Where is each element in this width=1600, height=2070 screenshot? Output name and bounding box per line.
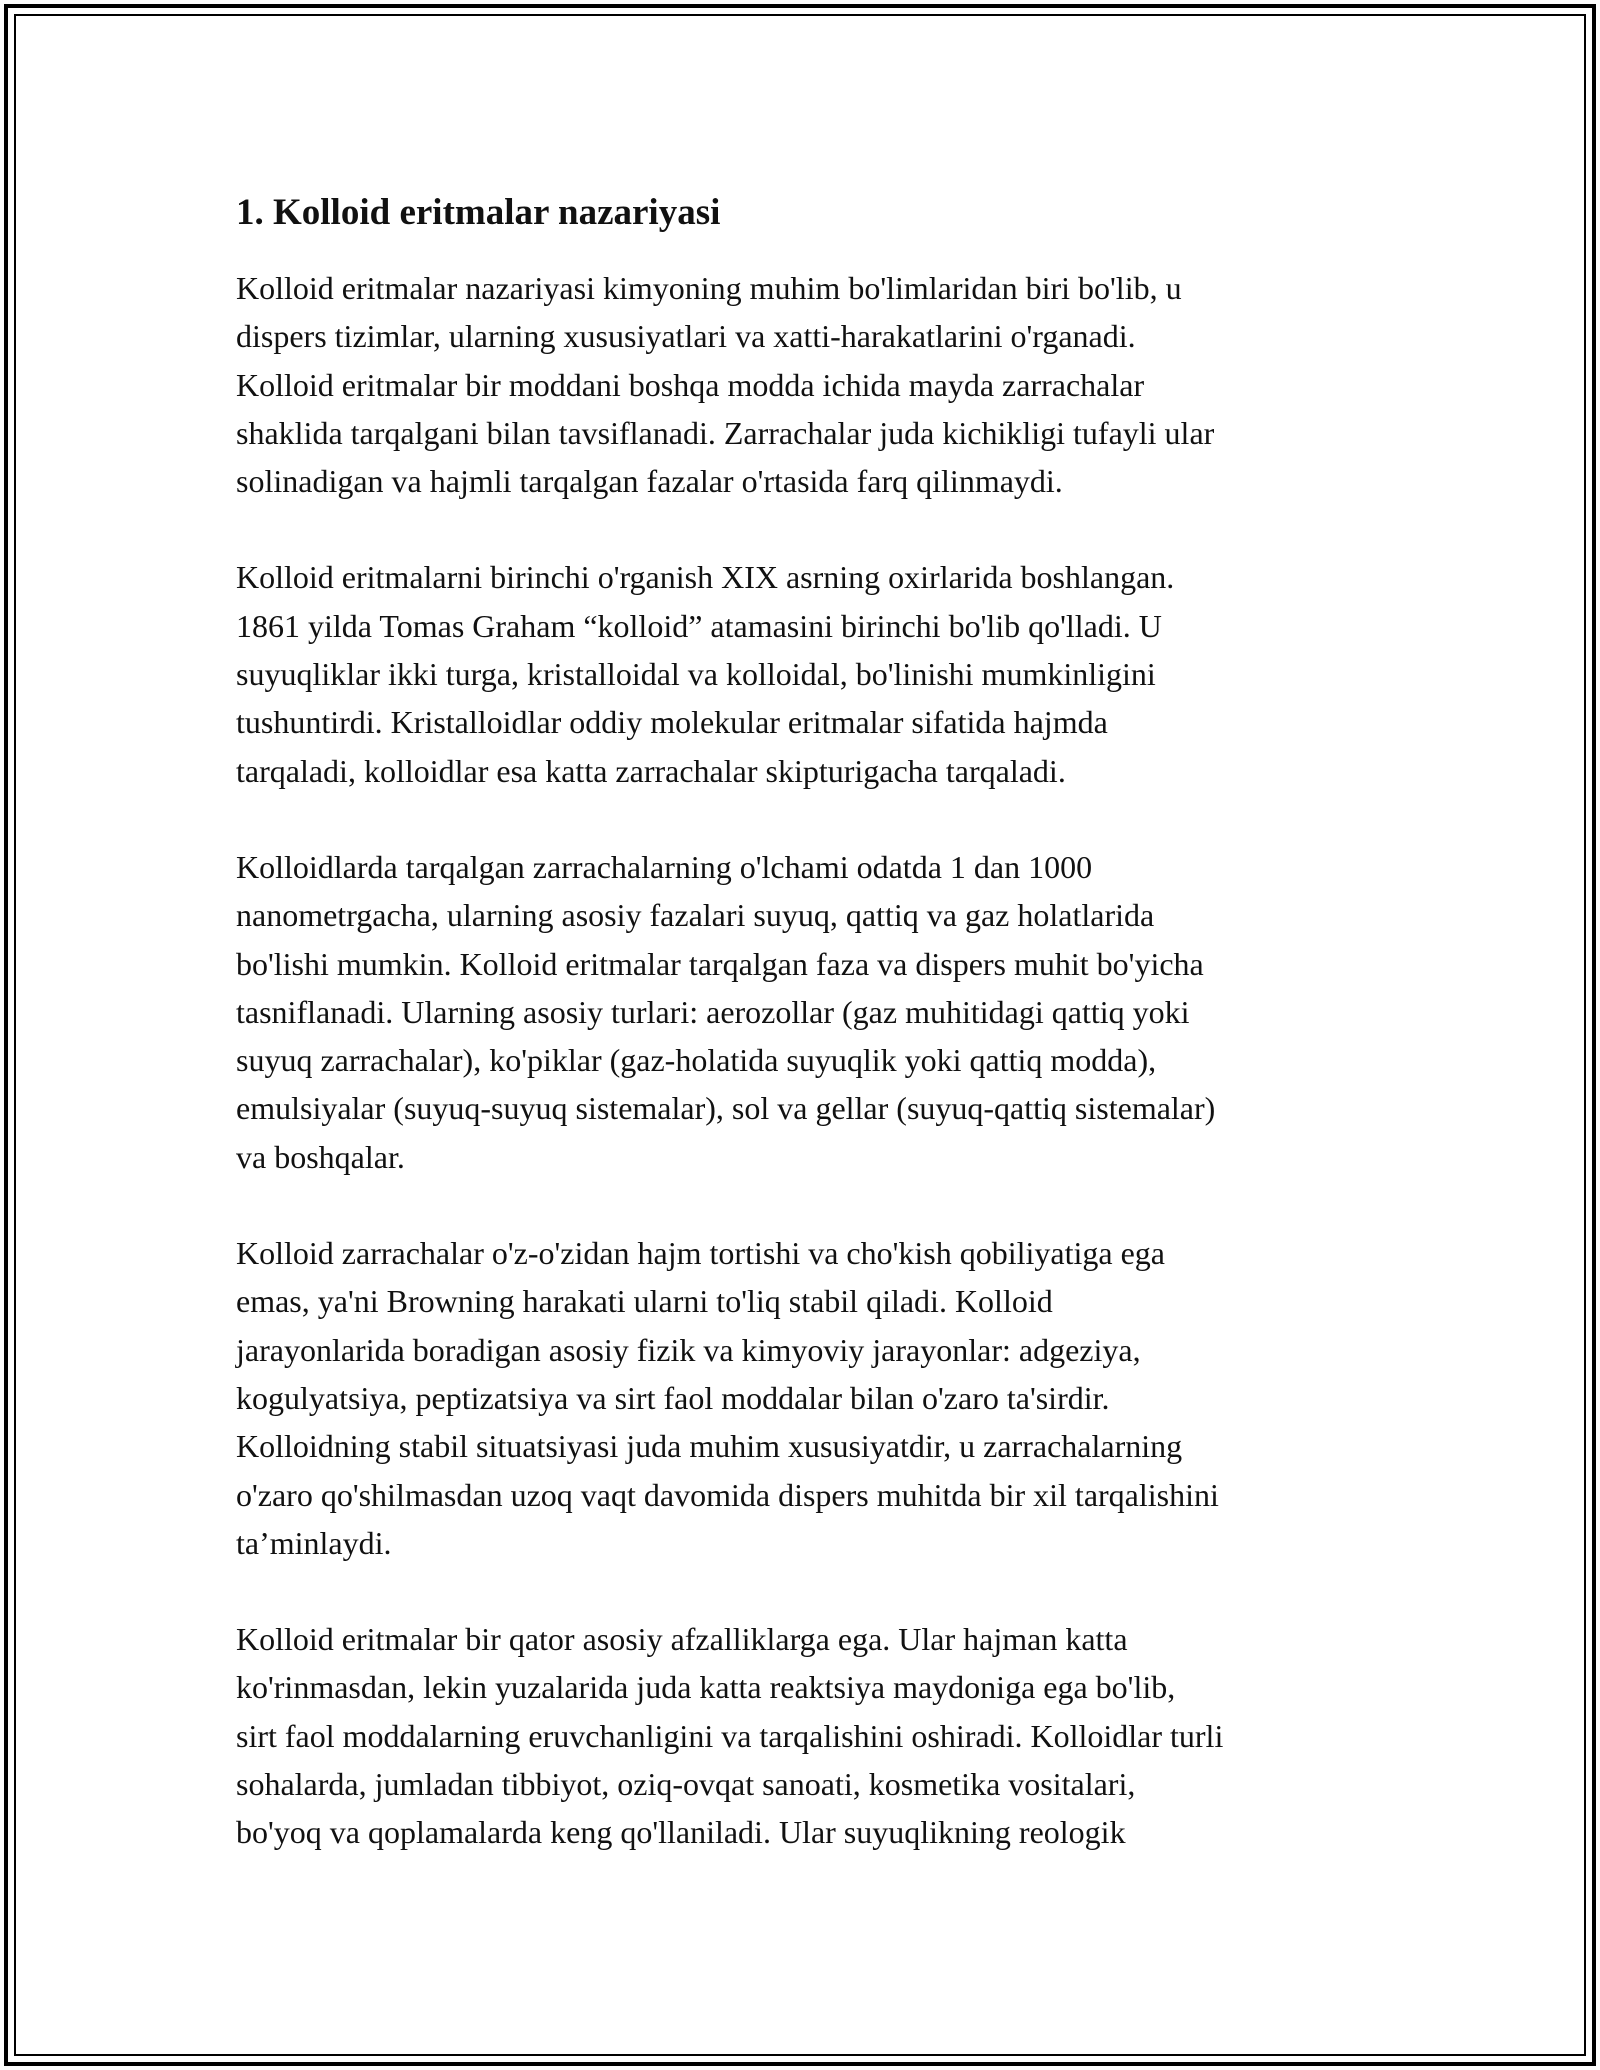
paragraph-line: Kolloidlarda tarqalgan zarrachalarning o'lchami odatda 1 dan 1000 — [236, 848, 1093, 885]
paragraph-line: 1861 yilda Tomas Graham “kolloid” atamasini birinchi bo'lib qo'lladi. U — [236, 607, 1162, 644]
paragraph-line: Kolloid zarrachalar o'z-o'zidan hajm tortishi va cho'kish qobiliyatiga ega — [236, 1235, 1165, 1272]
paragraph-line: emas, ya'ni Browning harakati ularni to'liq stabil qiladi. Kolloid — [236, 1283, 1053, 1320]
paragraph-line: sohalarda, jumladan tibbiyot, oziq-ovqat sanoati, kosmetika vositalari, — [236, 1766, 1136, 1803]
document-body — [236, 186, 1376, 1905]
paragraph-line: suyuqliklar ikki turga, kristalloidal va kolloidal, bo'linishi mumkinligini — [236, 656, 1156, 693]
paragraph-list — [236, 264, 1376, 1857]
paragraph-line: nanometrgacha, ularning asosiy fazalari suyuq, qattiq va gaz holatlarida — [236, 897, 1155, 934]
paragraph-line: Kolloid eritmalar bir qator asosiy afzalliklarga ega. Ular hajman katta — [236, 1621, 1128, 1658]
paragraph-line: bo'yoq va qoplamalarda keng qo'llaniladi. Ular suyuqlikning reologik — [236, 1814, 1126, 1851]
paragraph-line: o'zaro qo'shilmasdan uzoq vaqt davomida dispers muhitda bir xil tarqalishini — [236, 1476, 1219, 1513]
paragraph-line: solinadigan va hajmli tarqalgan fazalar o'rtasida farq qilinmaydi. — [236, 463, 1063, 500]
paragraph-line: Kolloid eritmalarni birinchi o'rganish XIX asrning oxirlarida boshlangan. — [236, 559, 1175, 596]
paragraph — [236, 1229, 1376, 1567]
paragraph-line: jarayonlarida boradigan asosiy fizik va kimyoviy jarayonlar: adgeziya, — [236, 1331, 1141, 1368]
paragraph-line: sirt faol moddalarning eruvchanligini va tarqalishini oshiradi. Kolloidlar turli — [236, 1717, 1224, 1754]
paragraph-line: emulsiyalar (suyuq-suyuq sistemalar), sol va gellar (suyuq-qattiq sistemalar) — [236, 1090, 1216, 1127]
paragraph-line: va boshqalar. — [236, 1138, 405, 1175]
paragraph-line: suyuq zarrachalar), ko'piklar (gaz-holatida suyuqlik yoki qattiq modda), — [236, 1042, 1157, 1079]
paragraph-line: kogulyatsiya, peptizatsiya va sirt faol moddalar bilan o'zaro ta'sirdir. — [236, 1379, 1110, 1416]
paragraph-line: Kolloid eritmalar nazariyasi kimyoning muhim bo'limlaridan biri bo'lib, u — [236, 270, 1182, 306]
paragraph-line: Kolloid eritmalar bir moddani boshqa modda ichida mayda zarrachalar — [236, 366, 1145, 403]
paragraph-line: ta’minlaydi. — [236, 1524, 392, 1561]
paragraph — [236, 1615, 1376, 1856]
paragraph — [236, 264, 1376, 505]
paragraph-line: Kolloidning stabil situatsiyasi juda muhim xususiyatdir, u zarrachalarning — [236, 1428, 1183, 1465]
paragraph-line: tasniflanadi. Ularning asosiy turlari: aerozollar (gaz muhitidagi qattiq yoki — [236, 993, 1190, 1030]
paragraph-line: shaklida tarqalgani bilan tavsiflanadi. Zarrachalar juda kichikligi tufayli ular — [236, 414, 1215, 451]
paragraph — [236, 843, 1376, 1181]
paragraph — [236, 553, 1376, 794]
paragraph-line: ko'rinmasdan, lekin yuzalarida juda katta reaktsiya maydoniga ega bo'lib, — [236, 1669, 1176, 1706]
section-title: 1. Kolloid eritmalar nazariyasi — [236, 192, 721, 233]
paragraph-line: bo'lishi mumkin. Kolloid eritmalar tarqalgan faza va dispers muhit bo'yicha — [236, 945, 1204, 982]
paragraph-line: tushuntirdi. Kristalloidlar oddiy molekular eritmalar sifatida hajmda — [236, 704, 1108, 741]
paragraph-line: tarqaladi, kolloidlar esa katta zarrachalar skipturigacha tarqaladi. — [236, 752, 1066, 789]
paragraph-line: dispers tizimlar, ularning xususiyatlari va xatti-harakatlarini o'rganadi. — [236, 318, 1136, 355]
